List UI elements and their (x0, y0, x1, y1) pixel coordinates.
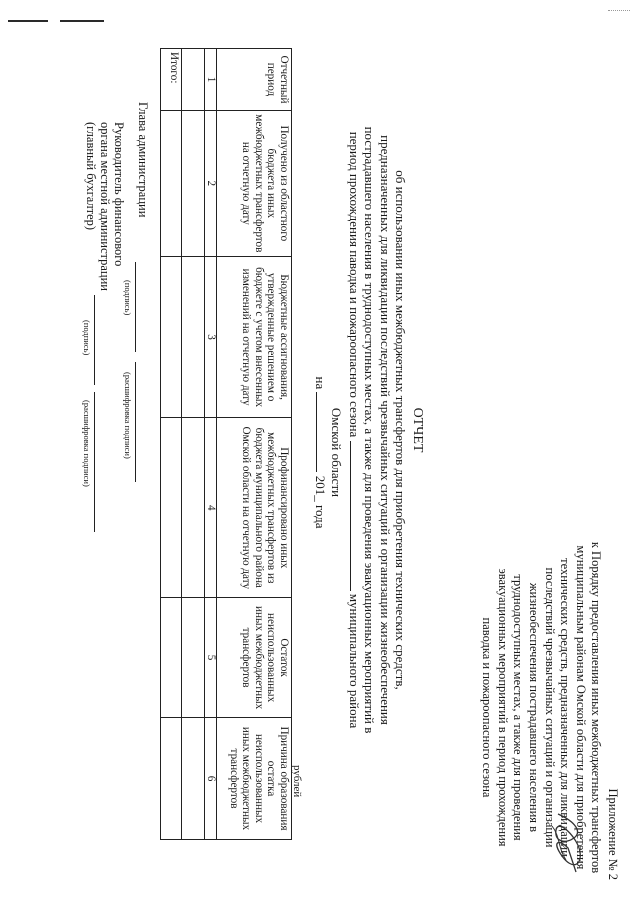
finance-signature-label (84, 122, 126, 291)
table-cell (161, 418, 182, 598)
table-cell (182, 110, 205, 256)
table-total-row (161, 49, 182, 840)
handwritten-signature (548, 808, 588, 878)
district-name-blank (350, 441, 351, 591)
appendix-line: муниципальным районам Омской области для приобретения (573, 545, 588, 870)
report-subtitle-line: пострадавшего населения в труднодоступных местах, а также для проведения эвакуационных мероприятий в (362, 126, 378, 734)
column-number: 1 (205, 49, 217, 111)
district-suffix: муниципального района (347, 593, 362, 729)
finance-signature-caption: (подпись) (82, 320, 92, 356)
header-allocations: Бюджетные ассигнования, утвержденные решением о бюджете с учетом внесенных изменений на отчетную дату (217, 256, 292, 418)
head-signature-line (135, 262, 136, 352)
table-cell (182, 49, 205, 111)
table-cell (182, 718, 205, 840)
appendix-line: паводка и пожароопасного сезона (480, 617, 495, 798)
date-year: 201_ (313, 475, 328, 502)
table-row (182, 49, 205, 840)
column-number: 5 (205, 598, 217, 718)
head-decode-line (135, 362, 136, 482)
total-label: Итого: (161, 49, 182, 111)
finance-signature-line (94, 295, 95, 385)
head-signature-caption: (подпись) (123, 280, 133, 316)
head-decode-caption: (расшифровка подписи) (123, 372, 133, 459)
appendix-line: к Порядку предоставления иных межбюджетных трансфертов (589, 541, 604, 874)
table-cell (182, 256, 205, 418)
report-subtitle-line-last (347, 60, 363, 800)
appendix-line: технических средств, предназначенных для ликвидации (558, 558, 573, 857)
report-title-block (347, 60, 426, 800)
finance-decode-caption: (расшифровка подписи) (82, 400, 92, 487)
table-cell (161, 718, 182, 840)
finance-label-line: Руководитель финансового (112, 122, 126, 267)
report-subtitle-line: об использовании иных межбюджетных трансфертов для приобретения технических средств, (393, 170, 409, 690)
head-signature-label: Глава администрации (136, 102, 150, 218)
report-subtitle-line: предназначенных для ликвидации последствий чрезвычайных ситуаций и организации жизнеобеспечения (378, 135, 393, 725)
table-cell (161, 598, 182, 718)
region-name: Омской области (329, 407, 344, 498)
column-number: 3 (205, 256, 217, 418)
header-received: Получено из областного бюджета иных межбюджетных трансфертов на отчетную дату (217, 110, 292, 256)
appendix-number: Приложение № 2 (606, 788, 620, 880)
header-reporting-period: Отчетный период (217, 49, 292, 111)
appendix-line: эвакуационных мероприятий в период прохождения (495, 568, 510, 847)
table-header-row (217, 49, 292, 840)
date-blank (316, 392, 317, 472)
appendix-line: последствий чрезвычайных ситуаций и организации (542, 567, 557, 848)
finance-label-line: органа местной администрации (98, 122, 112, 291)
units-label: рублей (291, 765, 303, 798)
column-number: 4 (205, 418, 217, 598)
appendix-line: труднодоступных местах, а также для проведения (511, 574, 526, 841)
column-number: 6 (205, 718, 217, 840)
table-cell (161, 256, 182, 418)
date-prefix: на (313, 376, 328, 390)
report-date-line (312, 0, 328, 905)
date-suffix: года (313, 504, 328, 529)
column-number-row (205, 49, 217, 840)
table-cell (161, 110, 182, 256)
header-financed: Профинансировано иных межбюджетных трансфертов из бюджета муниципального района Омской области на отчетную дату (217, 418, 292, 598)
appendix-line: жизнеобеспечения пострадавшего населения в (527, 582, 542, 833)
table-cell (182, 418, 205, 598)
header-remainder-reason: Причина образования остатка неиспользованных иных межбюджетных трансфертов (217, 718, 292, 840)
table-cell (182, 598, 205, 718)
header-remainder: Остаток неиспользованных иных межбюджетных трансфертов (217, 598, 292, 718)
report-table (160, 48, 292, 840)
finance-decode-line (94, 392, 95, 532)
report-title: ОТЧЕТ (410, 407, 425, 453)
report-subtitle-text: период прохождения паводка и пожароопасного сезона (347, 131, 362, 438)
finance-label-line: (главный бухгалтер) (84, 122, 98, 231)
column-number: 2 (205, 110, 217, 256)
